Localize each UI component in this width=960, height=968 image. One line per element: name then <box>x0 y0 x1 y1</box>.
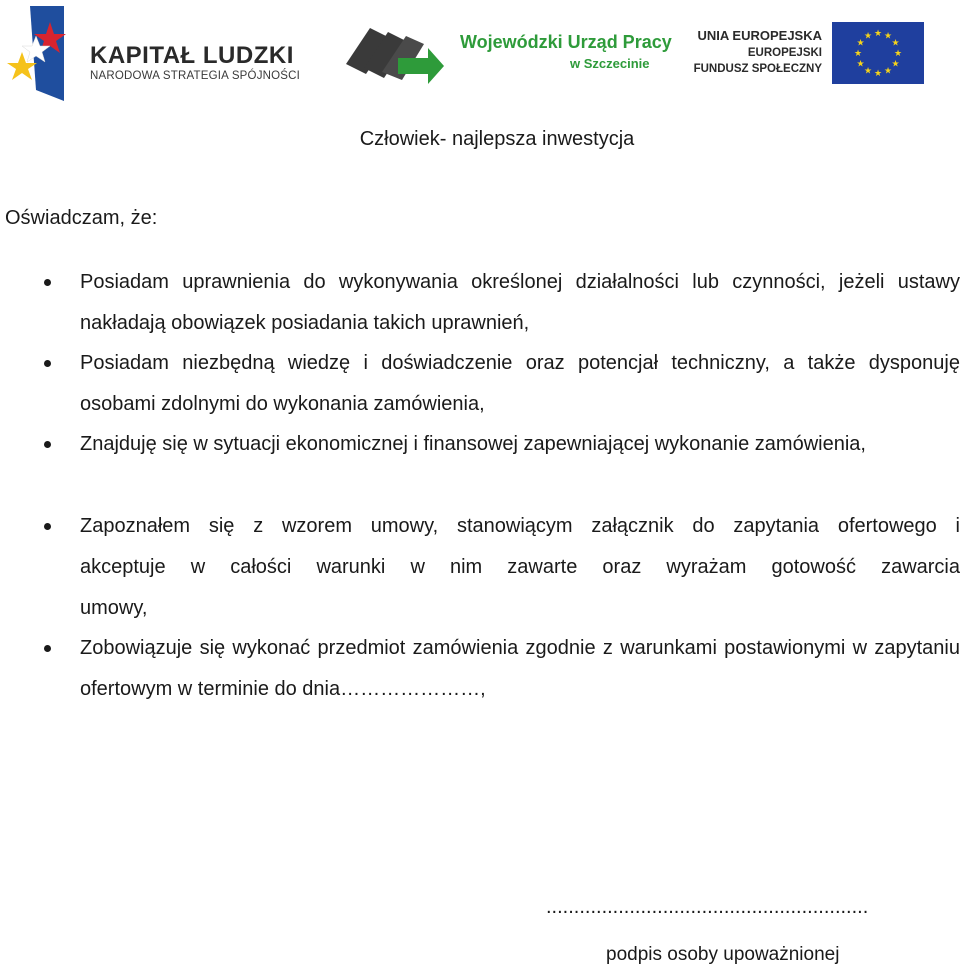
list-item <box>80 506 960 629</box>
statement-line: akceptuje w całości warunki w nim zawarte oraz wyrażam gotowość zawarcia <box>80 556 960 578</box>
ue-line-1: UNIA EUROPEJSKA <box>697 28 822 43</box>
svg-text:★: ★ <box>853 49 863 59</box>
eu-flag-icon <box>832 22 924 84</box>
statement-text: Znajduję się w sytuacji ekonomicznej i finansowej zapewniającej wykonanie zamówienia, <box>80 433 866 455</box>
declaration-intro: Oświadczam, że: <box>5 207 158 229</box>
svg-text:★: ★ <box>856 38 865 49</box>
logo-kapital-ludzki <box>6 6 306 101</box>
statement-line: umowy, <box>80 597 148 619</box>
svg-text:★: ★ <box>856 59 865 70</box>
list-item <box>80 262 960 344</box>
svg-text:★: ★ <box>891 38 900 49</box>
logo-wup-szczecin <box>346 20 672 90</box>
bullet-icon <box>44 441 51 448</box>
svg-text:★: ★ <box>873 29 883 39</box>
bullet-icon <box>44 279 51 286</box>
ue-line-2: EUROPEJSKI <box>747 47 822 59</box>
statement-text: Zobowiązuje się wykonać przedmiot zamówienia zgodnie z warunkami postawionymi w zapytaniu ofertowym w terminie do dnia…………………, <box>80 637 960 700</box>
document-title: Człowiek- najlepsza inwestycja <box>359 128 635 150</box>
signature-label: podpis osoby upoważnionej <box>606 944 840 965</box>
svg-text:★: ★ <box>863 31 873 42</box>
svg-text:★: ★ <box>883 66 893 77</box>
svg-text:★: ★ <box>883 31 893 42</box>
header-logo-bar <box>0 0 960 105</box>
list-item <box>80 343 960 425</box>
statement-line: Zapoznałem się z wzorem umowy, stanowiącym załącznik do zapytania ofertowego i <box>80 515 960 537</box>
wup-title: Wojewódzki Urząd Pracy <box>460 32 672 52</box>
svg-text:★: ★ <box>891 59 900 70</box>
statement-text: Posiadam niezbędną wiedzę i doświadczenie oraz potencjał techniczny, a także dysponuję osobami zdolnymi do wykonania zamówienia, <box>80 352 960 415</box>
svg-text:★: ★ <box>873 69 883 79</box>
wup-subtitle: w Szczecinie <box>570 56 650 71</box>
logo-unia-europejska <box>694 20 934 90</box>
bullet-icon <box>44 645 51 652</box>
list-item <box>80 628 960 710</box>
ue-line-3: FUNDUSZ SPOŁECZNY <box>693 63 822 75</box>
list-item <box>80 424 960 465</box>
svg-text:★: ★ <box>863 66 873 77</box>
kapital-ludzki-subtitle: NARODOWA STRATEGIA SPÓJNOŚCI <box>90 70 301 82</box>
kapital-ludzki-title: KAPITAŁ LUDZKI <box>90 42 294 69</box>
svg-text:★: ★ <box>893 49 903 59</box>
kapital-ludzki-star-emblem <box>6 6 76 101</box>
signature-line: .......................................................... <box>546 896 869 918</box>
statement-text: Posiadam uprawnienia do wykonywania określonej działalności lub czynności, jeżeli ustawy nakładają obowiązek posiadania takich uprawnień, <box>80 271 960 334</box>
bullet-icon <box>44 523 51 530</box>
wup-stacked-cards-arrow-emblem <box>346 24 446 86</box>
bullet-icon <box>44 360 51 367</box>
